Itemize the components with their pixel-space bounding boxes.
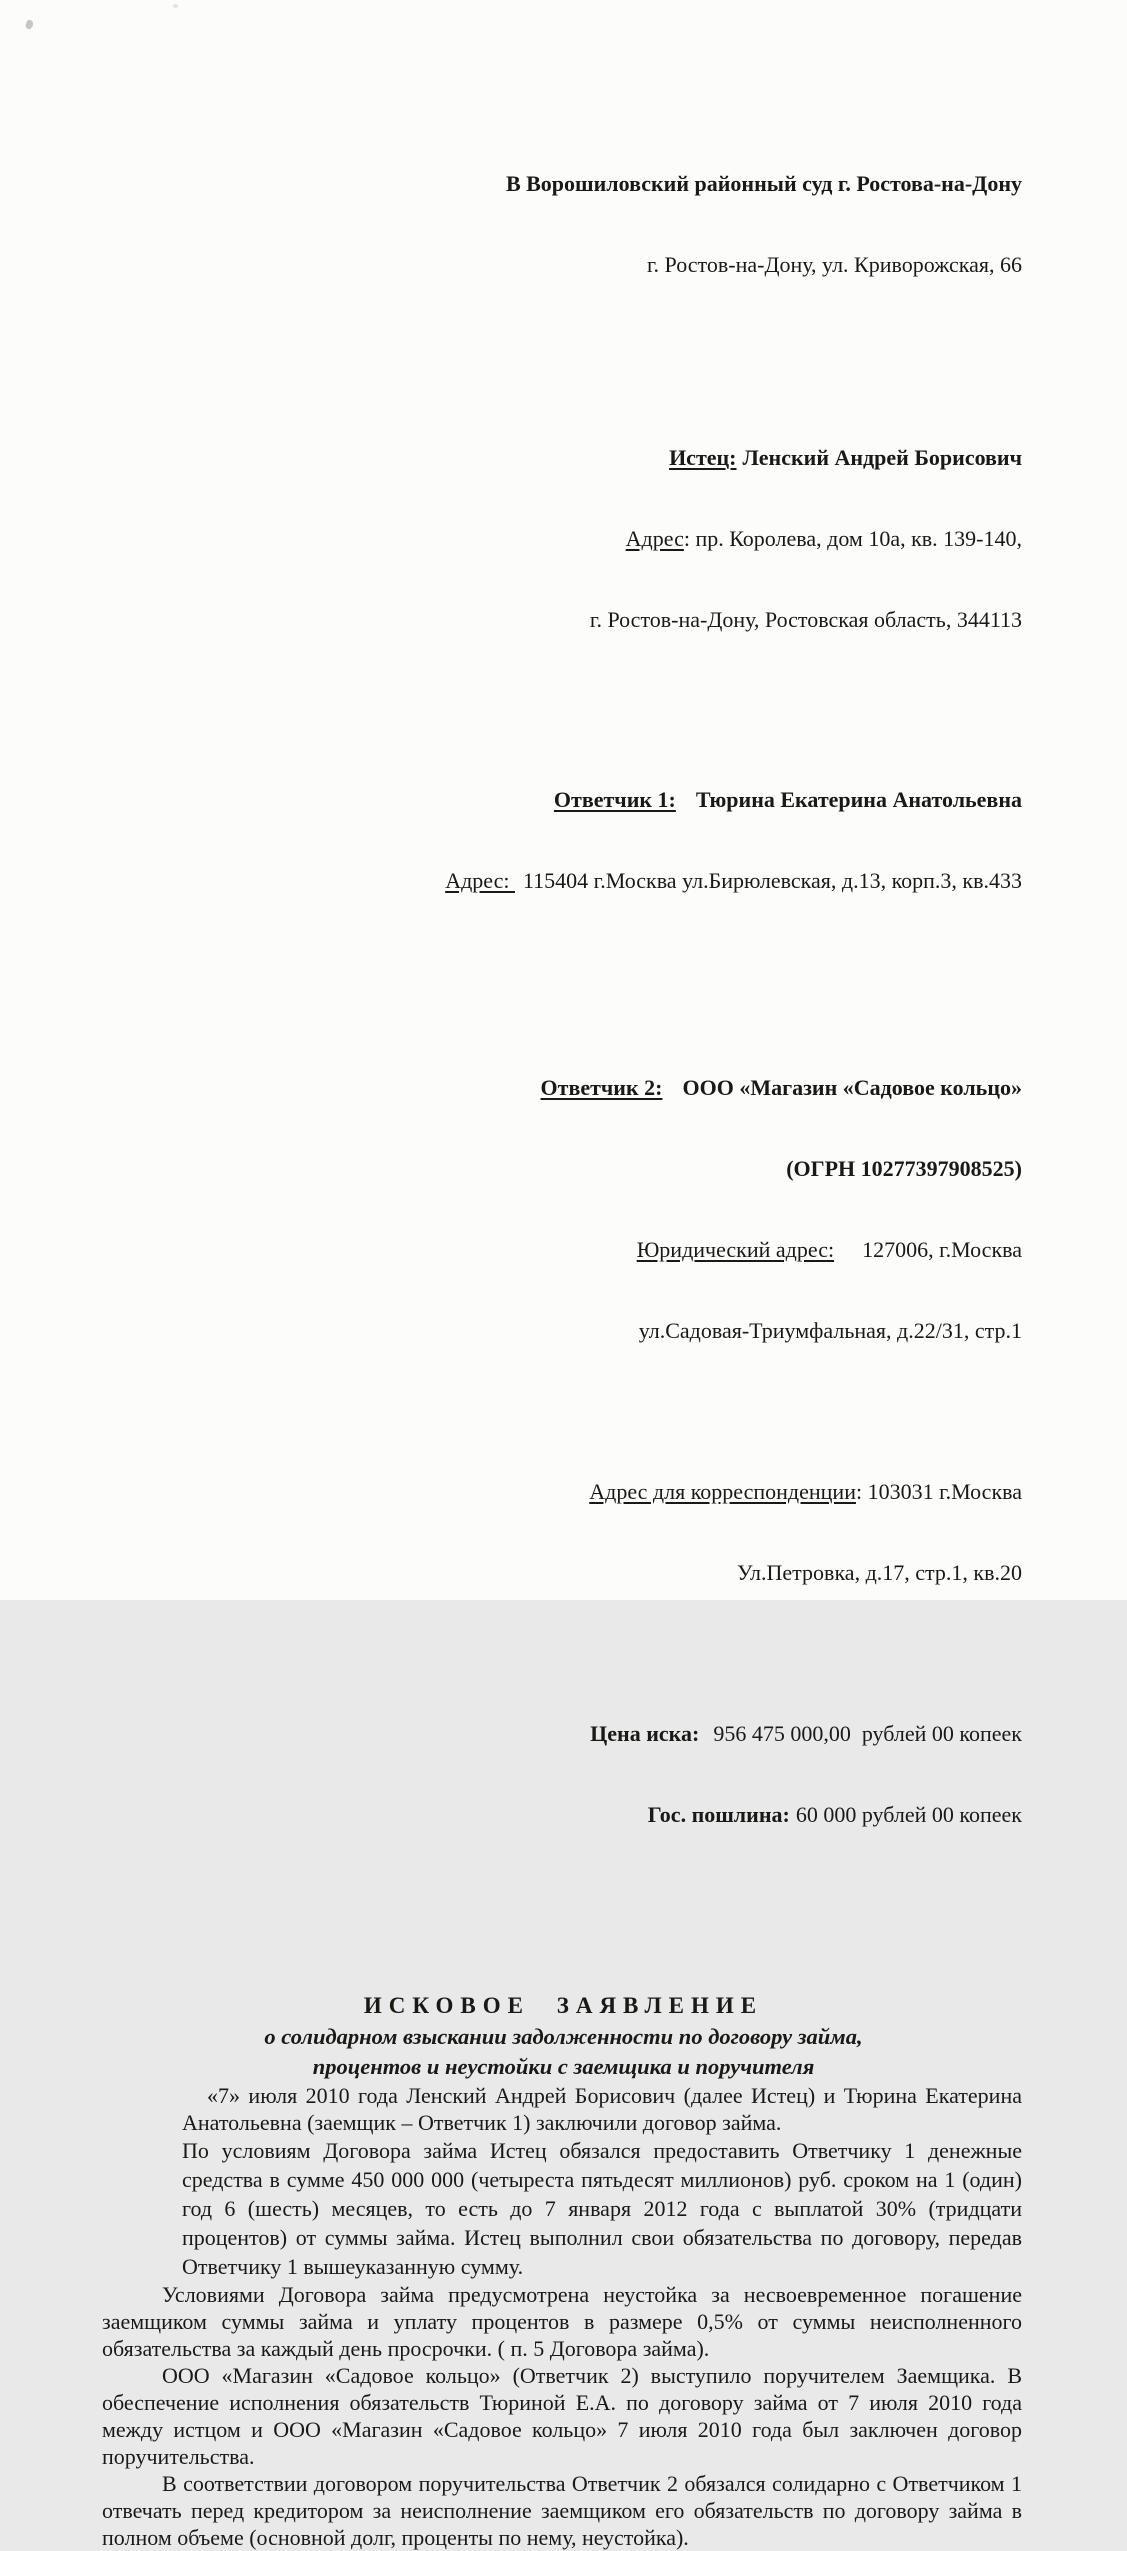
defendant1-name-line [0,786,1022,813]
defendant2-legal-address-line1 [0,1236,1022,1263]
plaintiff-label: Истец: [669,445,737,470]
defendant2-name-line [0,1074,1022,1101]
defendant1-address-line [0,867,1022,894]
court-address: г. Ростов-на-Дону, ул. Криворожская, 66 [647,252,1022,277]
document-subtitle-line2: процентов и неустойки с заемщика и поручителя [312,2054,815,2079]
defendant1-label: Ответчик 1: [553,787,676,812]
body-paragraph: Условиями Договора займа предусмотрена неустойка за несвоевременное погашение заемщиком суммы займа и уплату процентов в размере 0,5% от суммы неисполненного обязательства за каждый день просрочки. ( п. 5 Договора займа). [102,2282,1022,2361]
scan-speck [25,19,34,30]
claim-price-label: Цена иска: [590,1721,700,1746]
court-header [0,116,1022,332]
claim-fee-value: 60 000 рублей 00 копеек [795,1802,1022,1827]
document-body [0,2082,1127,2551]
correspondence-value: : 103031 г.Москва [855,1479,1022,1504]
claim-block [0,1666,1022,1882]
body-paragraph: По условиям Договора займа Истец обязался предоставить Ответчику 1 денежные средства в сумме 450 000 000 (четыреста пятьдесят миллионов) руб. сроком на 1 (один) год 6 (шесть) месяцев, то есть до 7 января 2012 года с выплатой 30% (тридцати процентов) от суммы займа. Истец выполнил свои обязательства по договору, передав Ответчику 1 вышеуказанную сумму. [182,2138,1022,2279]
plaintiff-name-line [0,444,1022,471]
document-title-block [0,1990,1127,2082]
correspondence-block [0,1424,1022,1640]
claim-fee-label: Гос. пошлина: [647,1802,790,1827]
correspondence-line2: Ул.Петровка, д.17, стр.1, кв.20 [736,1560,1022,1585]
plaintiff-address-label: Адрес [625,526,684,551]
defendant2-legal-address-value: 127006, г.Москва [862,1237,1022,1262]
claim-price-line [0,1720,1022,1747]
body-paragraph: В соответствии договором поручительства Ответчик 2 обязался солидарно с Ответчиком 1 отвечать перед кредитором за неисполнение заемщиком его обязательств по договору займа в полном объеме (основной долг, проценты по нему, неустойка). [102,2471,1022,2550]
plaintiff-address-line1 [0,525,1022,552]
defendant2-ogrn: (ОГРН 10277397908525) [786,1156,1022,1181]
plaintiff-address-value: : пр. Королева, дом 10а, кв. 139-140, [683,526,1022,551]
court-name: В Ворошиловский районный суд г. Ростова-на-Дону [505,171,1022,196]
defendant2-label: Ответчик 2: [540,1075,663,1100]
body-paragraph: «7» июля 2010 года Ленский Андрей Борисович (далее Истец) и Тюрина Екатерина Анатольевна (заемщик – Ответчик 1) заключили договор займа. [182,2083,1022,2135]
defendant1-address-label: Адрес: [445,868,515,893]
plaintiff-block [0,390,1022,687]
correspondence-label: Адрес для корреспонденции [589,1479,856,1504]
correspondence-line1 [0,1478,1022,1505]
plaintiff-address-line2: г. Ростов-на-Дону, Ростовская область, 344113 [589,607,1022,632]
document-title: ИСКОВОЕ ЗАЯВЛЕНИЕ [363,1993,764,2018]
claim-fee-line [0,1801,1022,1828]
defendant2-legal-address-label: Юридический адрес: [636,1237,835,1262]
defendant2-legal-address-line2: ул.Садовая-Триумфальная, д.22/31, стр.1 [638,1318,1022,1343]
defendant1-name: Тюрина Екатерина Анатольевна [695,787,1022,812]
defendant1-block [0,732,1022,948]
document-subtitle-line1: о солидарном взыскании задолженности по договору займа, [264,2024,863,2049]
plaintiff-name: Ленский Андрей Борисович [742,445,1022,470]
scan-speck [173,4,178,8]
defendant2-block [0,1020,1022,1398]
defendant2-name: ООО «Магазин «Садовое кольцо» [682,1075,1022,1100]
body-paragraph: ООО «Магазин «Садовое кольцо» (Ответчик 2) выступило поручителем Заемщика. В обеспечение исполнения обязательств Тюриной Е.А. по договору займа от 7 июля 2010 года между истцом и ООО «Магазин «Садовое кольцо» 7 июля 2010 года был заключен договор поручительства. [102,2363,1022,2469]
claim-price-value: 956 475 000,00 рублей 00 копеек [713,1721,1022,1746]
defendant1-address-value: 115404 г.Москва ул.Бирюлевская, д.13, корп.3, кв.433 [522,868,1022,893]
